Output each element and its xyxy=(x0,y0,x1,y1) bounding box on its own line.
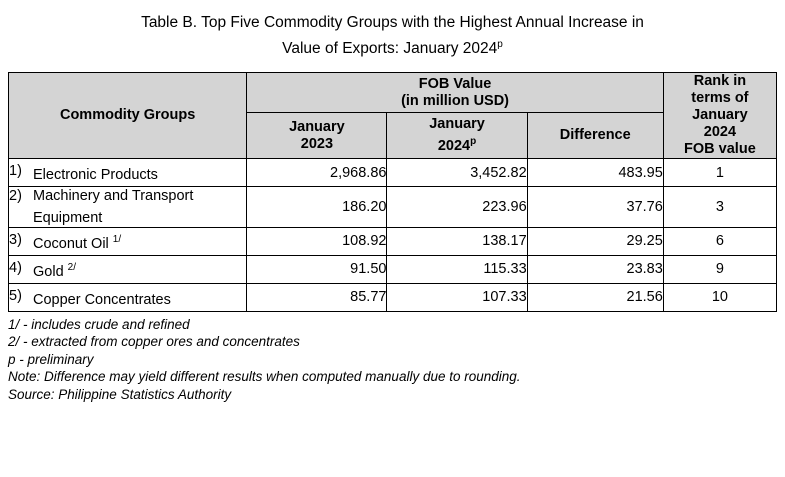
row-label xyxy=(33,287,246,309)
table-row xyxy=(9,255,777,283)
value-jan2023: 91.50 xyxy=(247,255,387,283)
value-rank: 3 xyxy=(663,187,776,228)
header-jan2024-year: 2024 xyxy=(437,138,471,155)
row-label-text: Coconut Oil xyxy=(33,235,109,252)
value-jan2024: 107.33 xyxy=(387,283,527,311)
value-jan2024: 115.33 xyxy=(387,255,527,283)
header-rank xyxy=(663,73,776,159)
header-fob-line-1: FOB Value xyxy=(418,75,492,92)
commodity-name-cell xyxy=(9,159,247,187)
value-jan2024: 138.17 xyxy=(387,227,527,255)
table-body xyxy=(9,159,777,312)
header-january-2024 xyxy=(387,113,527,159)
header-rank-line-1: Rank in xyxy=(693,73,747,90)
row-number: 5) xyxy=(9,287,22,304)
footnote-3: p - preliminary xyxy=(8,351,94,367)
commodity-table xyxy=(8,72,777,312)
header-fob-value xyxy=(247,73,664,113)
value-jan2024: 3,452.82 xyxy=(387,159,527,187)
title-superscript: p xyxy=(497,39,503,50)
header-jan2024-line-1: January xyxy=(429,116,485,133)
header-january-2023 xyxy=(247,113,387,159)
table-row xyxy=(9,159,777,187)
footnote-source: Source: Philippine Statistics Authority xyxy=(8,386,232,402)
commodity-name-cell xyxy=(9,227,247,255)
row-label-text: Electronic Products xyxy=(33,166,158,183)
header-jan2024-superscript: p xyxy=(470,136,477,148)
value-difference: 23.83 xyxy=(527,255,663,283)
commodity-name-cell xyxy=(9,187,247,228)
header-jan2023-line-2: 2023 xyxy=(300,135,334,152)
row-number: 4) xyxy=(9,259,22,276)
value-rank: 10 xyxy=(663,283,776,311)
header-difference: Difference xyxy=(527,113,663,159)
row-label-text: Copper Concentrates xyxy=(33,291,171,308)
row-label xyxy=(33,231,246,253)
value-jan2024: 223.96 xyxy=(387,187,527,228)
footnotes xyxy=(8,316,785,404)
header-fob-line-2: (in million USD) xyxy=(401,92,510,109)
value-rank: 9 xyxy=(663,255,776,283)
table-row xyxy=(9,227,777,255)
header-rank-line-5: FOB value xyxy=(684,141,756,158)
value-rank: 1 xyxy=(663,159,776,187)
footnote-2: 2/ - extracted from copper ores and concentrates xyxy=(8,334,300,350)
row-number: 3) xyxy=(9,231,22,248)
row-label xyxy=(33,187,246,227)
value-difference: 483.95 xyxy=(527,159,663,187)
footnote-1: 1/ - includes crude and refined xyxy=(8,316,190,332)
value-rank: 6 xyxy=(663,227,776,255)
header-rank-line-3: January xyxy=(692,107,748,124)
commodity-name-cell xyxy=(9,283,247,311)
header-rank-line-4: 2024 xyxy=(703,124,737,141)
value-difference: 21.56 xyxy=(527,283,663,311)
value-jan2023: 2,968.86 xyxy=(247,159,387,187)
row-label-superscript: 2/ xyxy=(67,261,77,273)
value-jan2023: 85.77 xyxy=(247,283,387,311)
table-row xyxy=(9,187,777,228)
row-label-superscript: 1/ xyxy=(112,233,122,245)
row-number: 2) xyxy=(9,188,22,205)
row-label-text: Machinery and Transport Equipment xyxy=(33,188,194,226)
title-line-2-text: Value of Exports: January 2024 xyxy=(282,40,498,58)
header-rank-line-2: terms of xyxy=(691,90,749,107)
footnote-note: Note: Difference may yield different results when computed manually due to rounding. xyxy=(8,369,521,385)
title-line-2 xyxy=(60,34,725,60)
table-row xyxy=(9,283,777,311)
commodity-name-cell xyxy=(9,255,247,283)
row-label xyxy=(33,162,246,184)
row-label-text: Gold xyxy=(33,263,64,280)
value-difference: 29.25 xyxy=(527,227,663,255)
row-number: 1) xyxy=(9,162,22,179)
header-jan2023-line-1: January xyxy=(289,118,345,135)
value-difference: 37.76 xyxy=(527,187,663,228)
page-title xyxy=(0,0,785,60)
value-jan2023: 186.20 xyxy=(247,187,387,228)
title-line-1: Table B. Top Five Commodity Groups with the Highest Annual Increase in xyxy=(141,14,644,31)
row-label xyxy=(33,259,246,281)
table-header xyxy=(9,73,777,159)
value-jan2023: 108.92 xyxy=(247,227,387,255)
header-jan2024-line-2 xyxy=(387,133,526,155)
header-commodity-groups: Commodity Groups xyxy=(9,73,247,159)
header-row-1 xyxy=(9,73,777,113)
